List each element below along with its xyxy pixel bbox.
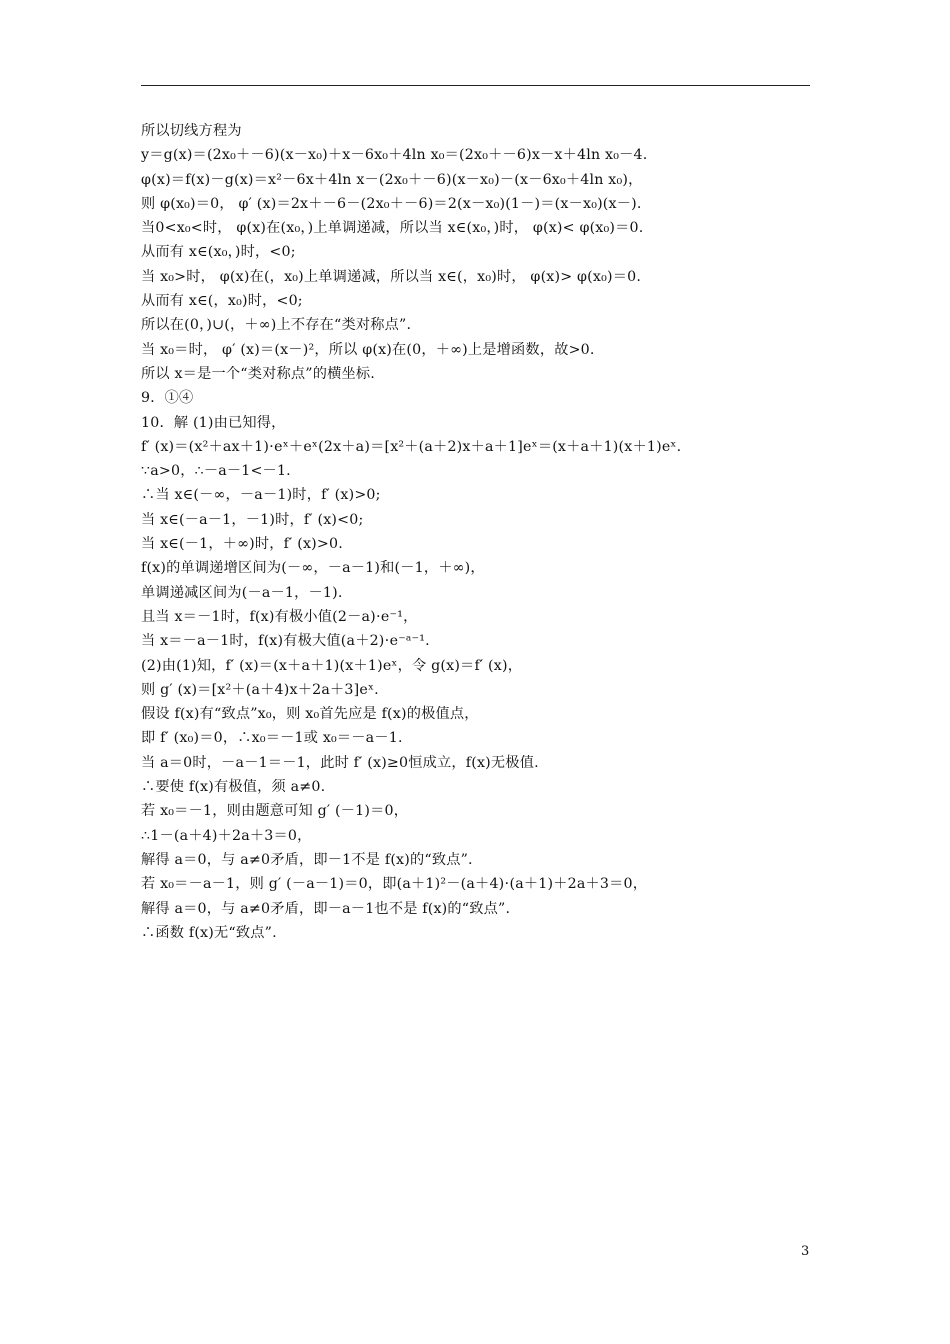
text-line: 即 f′ (x₀)＝0，∴x₀＝－1或 x₀＝－a－1. — [141, 730, 403, 747]
document-body — [141, 119, 841, 945]
text-line: 9．①④ — [141, 390, 194, 407]
text-line: y＝g(x)＝(2x₀＋－6)(x－x₀)＋x－6x₀＋4ln x₀＝(2x₀＋－6)x－x＋4ln x₀－4. — [141, 147, 648, 164]
text-line: 解得 a＝0，与 a≠0矛盾，即－1不是 f(x)的“致点”. — [141, 851, 473, 868]
text-line: φ(x)＝f(x)－g(x)＝x²－6x＋4ln x－(2x₀＋－6)(x－x₀)－(x－6x₀＋4ln x₀)， — [141, 171, 643, 188]
text-line: 则 φ(x₀)＝0， φ′ (x)＝2x＋－6－(2x₀＋－6)＝2(x－x₀)(1－)＝(x－x₀)(x－). — [141, 195, 642, 212]
text-line: 当 x∈(－1，＋∞)时，f′ (x)>0. — [141, 536, 343, 553]
text-line: ∴要使 f(x)有极值，须 a≠0. — [141, 779, 326, 796]
text-line: 所以切线方程为 — [141, 123, 242, 139]
text-line: f′ (x)＝(x²＋ax＋1)⋅eˣ＋eˣ(2x＋a)＝[x²＋(a＋2)x＋a＋1]eˣ＝(x＋a＋1)(x＋1)eˣ. — [141, 438, 682, 455]
text-line: 单调递减区间为(－a－1，－1). — [141, 584, 343, 601]
text-line: ∴函数 f(x)无“致点”. — [141, 924, 277, 941]
text-line: (2)由(1)知，f′ (x)＝(x＋a＋1)(x＋1)eˣ，令 g(x)＝f′ (x)， — [141, 657, 523, 674]
text-line: 当 x∈(－a－1，－1)时，f′ (x)<0; — [141, 511, 364, 528]
text-line: ∴当 x∈(－∞，－a－1)时，f′ (x)>0; — [141, 487, 381, 504]
text-line: f(x)的单调递增区间为(－∞，－a－1)和(－1，＋∞)， — [141, 560, 485, 577]
text-line: ∴1－(a＋4)＋2a＋3＝0， — [141, 827, 312, 844]
text-line: 当 x₀＝时， φ′ (x)＝(x－)²，所以 φ(x)在(0，＋∞)上是增函数，故>0. — [141, 341, 595, 358]
text-line: 若 x₀＝－1，则由题意可知 g′ (－1)＝0， — [141, 803, 409, 820]
text-line: 从而有 x∈(，x₀)时，<0; — [141, 293, 303, 310]
text-line: 且当 x＝－1时，f(x)有极小值(2－a)⋅e⁻¹， — [141, 608, 418, 625]
text-line: 所以 x＝是一个“类对称点”的横坐标. — [141, 365, 375, 382]
page-number: 3 — [801, 1244, 810, 1259]
text-line: ∵a>0，∴－a－1<－1. — [141, 463, 291, 480]
text-line: 当 x＝－a－1时，f(x)有极大值(a＋2)⋅e⁻ᵃ⁻¹. — [141, 633, 430, 650]
text-line: 10．解 (1)由已知得， — [141, 414, 286, 431]
text-line: 从而有 x∈(x₀，)时，<0; — [141, 244, 296, 261]
text-line: 当 x₀>时， φ(x)在(，x₀)上单调递减，所以当 x∈(，x₀)时， φ(x)> φ(x₀)＝0. — [141, 268, 642, 285]
text-line: 所以在(0，)∪(，＋∞)上不存在“类对称点”. — [141, 317, 412, 334]
text-line: 假设 f(x)有“致点”x₀，则 x₀首先应是 f(x)的极值点， — [141, 706, 479, 723]
text-line: 解得 a＝0，与 a≠0矛盾，即－a－1也不是 f(x)的“致点”. — [141, 900, 511, 917]
header-rule — [141, 85, 810, 86]
text-line: 则 g′ (x)＝[x²＋(a＋4)x＋2a＋3]eˣ. — [141, 681, 379, 698]
text-line: 当 a＝0时，－a－1＝－1，此时 f′ (x)≥0恒成立，f(x)无极值. — [141, 754, 539, 771]
text-line: 若 x₀＝－a－1，则 g′ (－a－1)＝0，即(a＋1)²－(a＋4)⋅(a＋1)＋2a＋3＝0， — [141, 876, 648, 893]
text-line: 当0<x₀<时， φ(x)在(x₀，)上单调递减，所以当 x∈(x₀，)时， φ(x)< φ(x₀)＝0. — [141, 220, 644, 237]
